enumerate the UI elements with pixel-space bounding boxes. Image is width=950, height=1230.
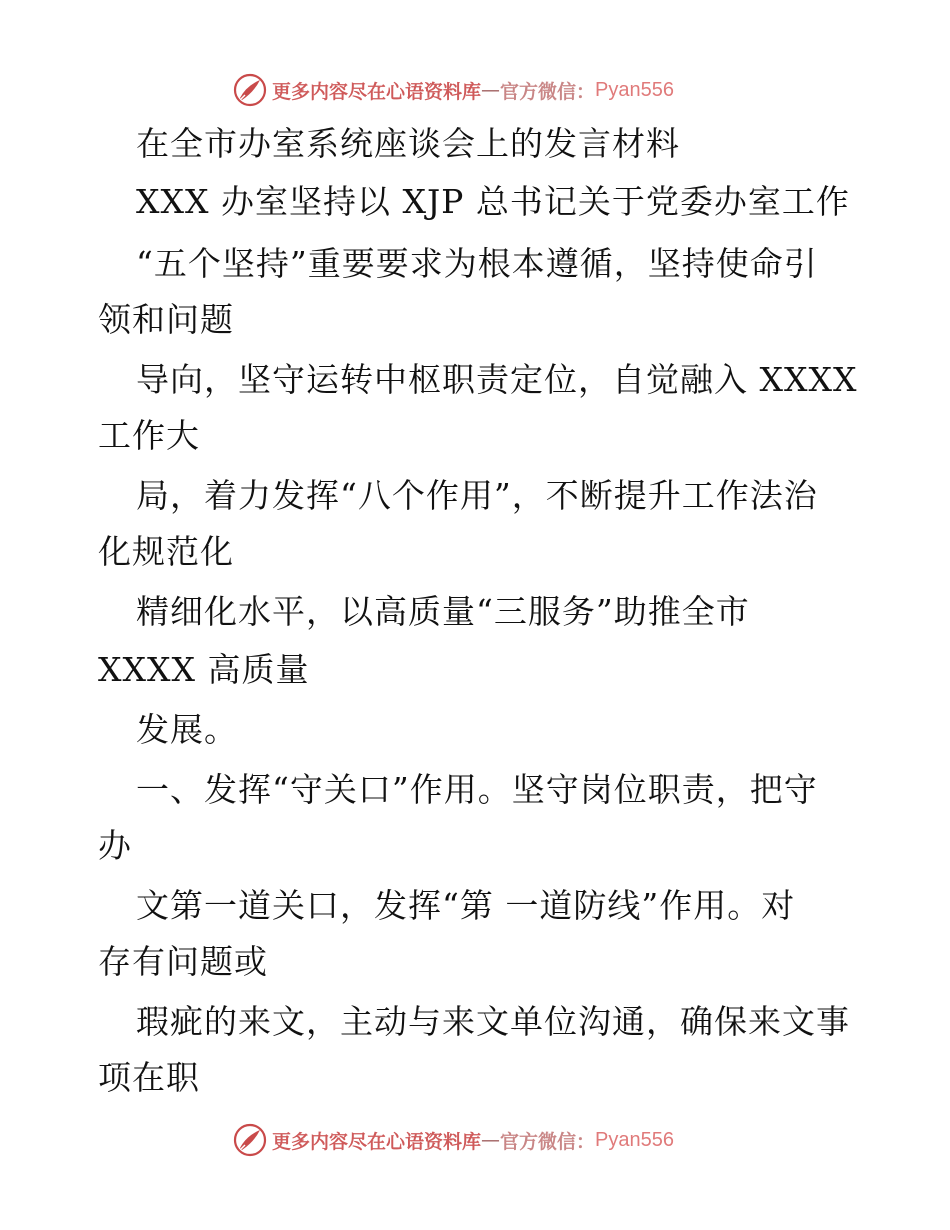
- doc-line: 化规范化: [98, 532, 234, 571]
- doc-line: “五个坚持”重要要求为根本遵循，坚持使命引: [136, 244, 818, 283]
- doc-line: XXXX 高质量: [98, 650, 310, 689]
- doc-line: 办: [98, 826, 132, 865]
- doc-line: 发展。: [136, 710, 238, 749]
- banner-dash: —: [481, 79, 501, 101]
- pen-logo-icon: [232, 72, 268, 108]
- section-heading-line: 一、发挥“守关口”作用。坚守岗位职责，把守: [136, 770, 818, 809]
- banner-id: Pyan556: [595, 78, 674, 101]
- doc-line: 领和问题: [98, 300, 234, 339]
- banner-text: 更多内容尽在心语资料库: [272, 80, 482, 103]
- header-watermark-banner: [232, 72, 674, 108]
- doc-line: 存有问题或: [98, 942, 268, 981]
- footer-watermark-banner: [232, 1122, 674, 1158]
- pen-logo-icon: [232, 1122, 268, 1158]
- doc-line: 项在职: [98, 1058, 200, 1097]
- doc-line: 精细化水平，以高质量“三服务”助推全市: [136, 592, 750, 631]
- doc-line: 局，着力发挥“八个作用”，不断提升工作法治: [136, 476, 818, 515]
- doc-line: 瑕疵的来文，主动与来文单位沟通，确保来文事: [136, 1002, 850, 1041]
- banner-dash: —: [481, 1129, 501, 1151]
- banner-label: 官方微信：: [500, 80, 596, 103]
- banner-id: Pyan556: [595, 1128, 674, 1151]
- banner-text: 更多内容尽在心语资料库: [272, 1130, 482, 1153]
- doc-line: XXX 办室坚持以 XJP 总书记关于党委办室工作: [136, 182, 850, 221]
- doc-line: 文第一道关口，发挥“第 一道防线”作用。对: [136, 886, 796, 925]
- banner-label: 官方微信：: [500, 1130, 596, 1153]
- doc-line: 工作大: [98, 416, 200, 455]
- doc-line: 导向，坚守运转中枢职责定位，自觉融入 XXXX: [136, 360, 858, 399]
- doc-title: 在全市办室系统座谈会上的发言材料: [136, 124, 680, 163]
